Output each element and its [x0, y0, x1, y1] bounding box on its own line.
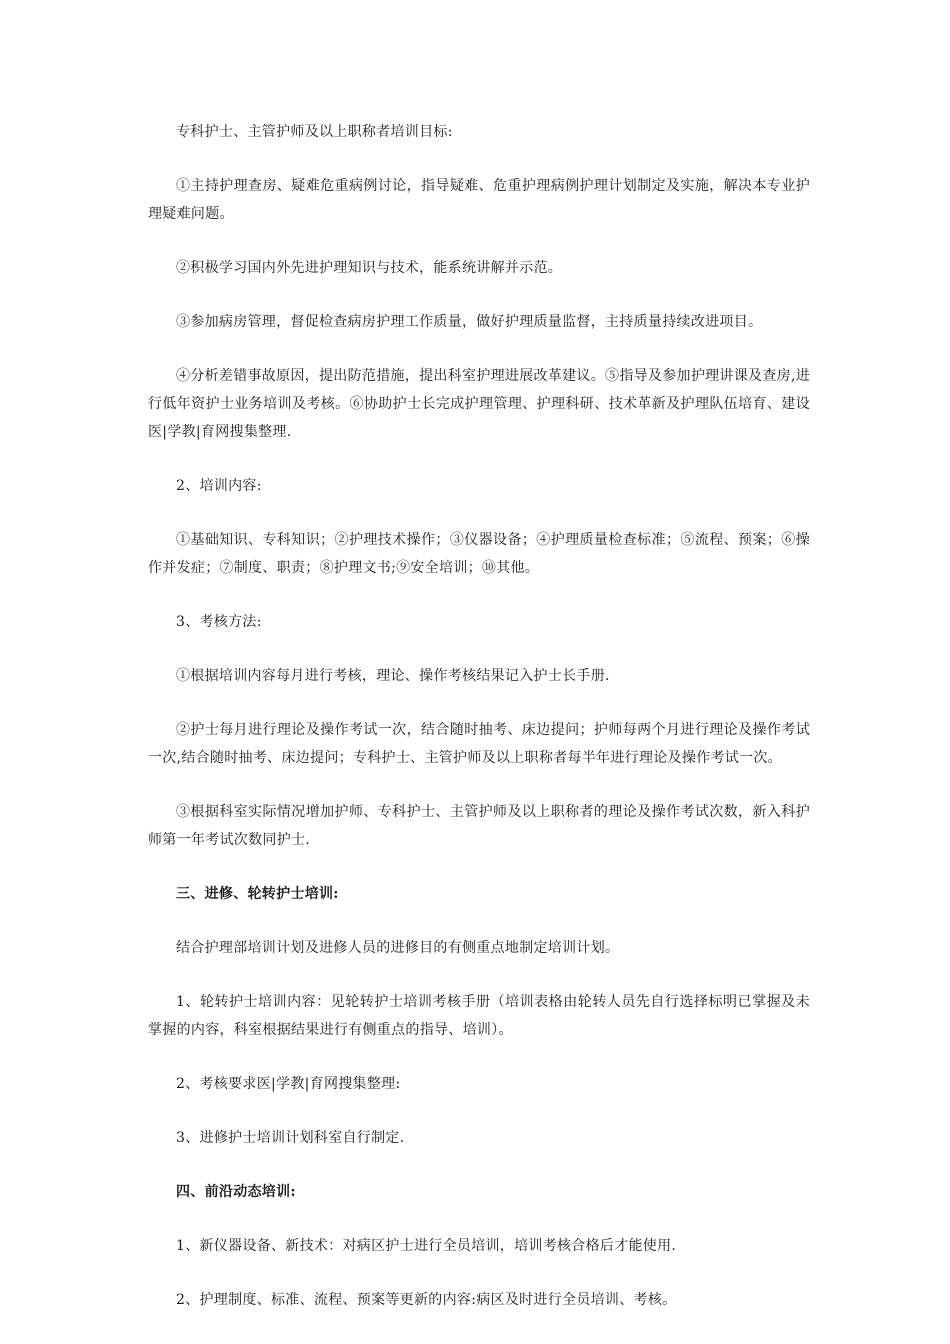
paragraph-16: 3、进修护士培训计划科室自行制定. — [176, 1130, 405, 1146]
paragraph-9: ①根据培训内容每月进行考核，理论、操作考核结果记入护士长手册. — [176, 668, 610, 684]
paragraph-18: 1、新仪器设备、新技术：对病区护士进行全员培训，培训考核合格后才能使用. — [176, 1238, 677, 1254]
paragraph-4: ③参加病房管理，督促检查病房护理工作质量，做好护理质量监督，主持质量持续改进项目。 — [176, 314, 763, 330]
paragraph-10: ②护士每月进行理论及操作考试一次，结合随时抽考、床边提问；护师每两个月进行理论及操作考试一次,结合随时抽考、床边提问；专科护士、主管护师及以上职称者每半年进行理论及操作考试一次。 — [148, 722, 810, 766]
paragraph-1: 专科护士、主管护师及以上职称者培训目标: — [176, 124, 453, 140]
paragraph-13: 结合护理部培训计划及进修人员的进修目的有侧重点地制定培训计划。 — [176, 940, 620, 956]
paragraph-15: 2、考核要求医|学教|育网搜集整理: — [176, 1076, 401, 1092]
paragraph-7: ①基础知识、专科知识；②护理技术操作；③仪器设备；④护理质量检查标准；⑤流程、预案；⑥操作并发症；⑦制度、职责；⑧护理文书;⑨安全培训；⑩其他。 — [148, 532, 810, 576]
section-heading-3: 三、进修、轮转护士培训: — [176, 886, 339, 902]
paragraph-6: 2、培训内容: — [176, 478, 262, 494]
paragraph-2: ①主持护理查房、疑难危重病例讨论，指导疑难、危重护理病例护理计划制定及实施，解决本专业护理疑难问题。 — [148, 178, 810, 222]
paragraph-8: 3、考核方法: — [176, 614, 262, 630]
paragraph-14: 1、轮转护士培训内容：见轮转护士培训考核手册（培训表格由轮转人员先自行选择标明已掌握及未掌握的内容，科室根据结果进行有侧重点的指导、培训）。 — [148, 994, 810, 1038]
paragraph-3: ②积极学习国内外先进护理知识与技术，能系统讲解并示范。 — [176, 260, 563, 276]
paragraph-5: ④分析差错事故原因，提出防范措施，提出科室护理进展改革建议。⑤指导及参加护理讲课及查房,进行低年资护士业务培训及考核。⑥协助护士长完成护理管理、护理科研、技术革新及护理队伍培育、建设医|学教|育网搜集整理. — [148, 368, 810, 440]
section-heading-4: 四、前沿动态培训: — [176, 1184, 296, 1200]
paragraph-19: 2、护理制度、标准、流程、预案等更新的内容:病区及时进行全员培训、考核。 — [176, 1292, 677, 1308]
paragraph-11: ③根据科室实际情况增加护师、专科护士、主管护师及以上职称者的理论及操作考试次数，新入科护师第一年考试次数同护士. — [148, 804, 810, 848]
document-body — [148, 118, 810, 1340]
